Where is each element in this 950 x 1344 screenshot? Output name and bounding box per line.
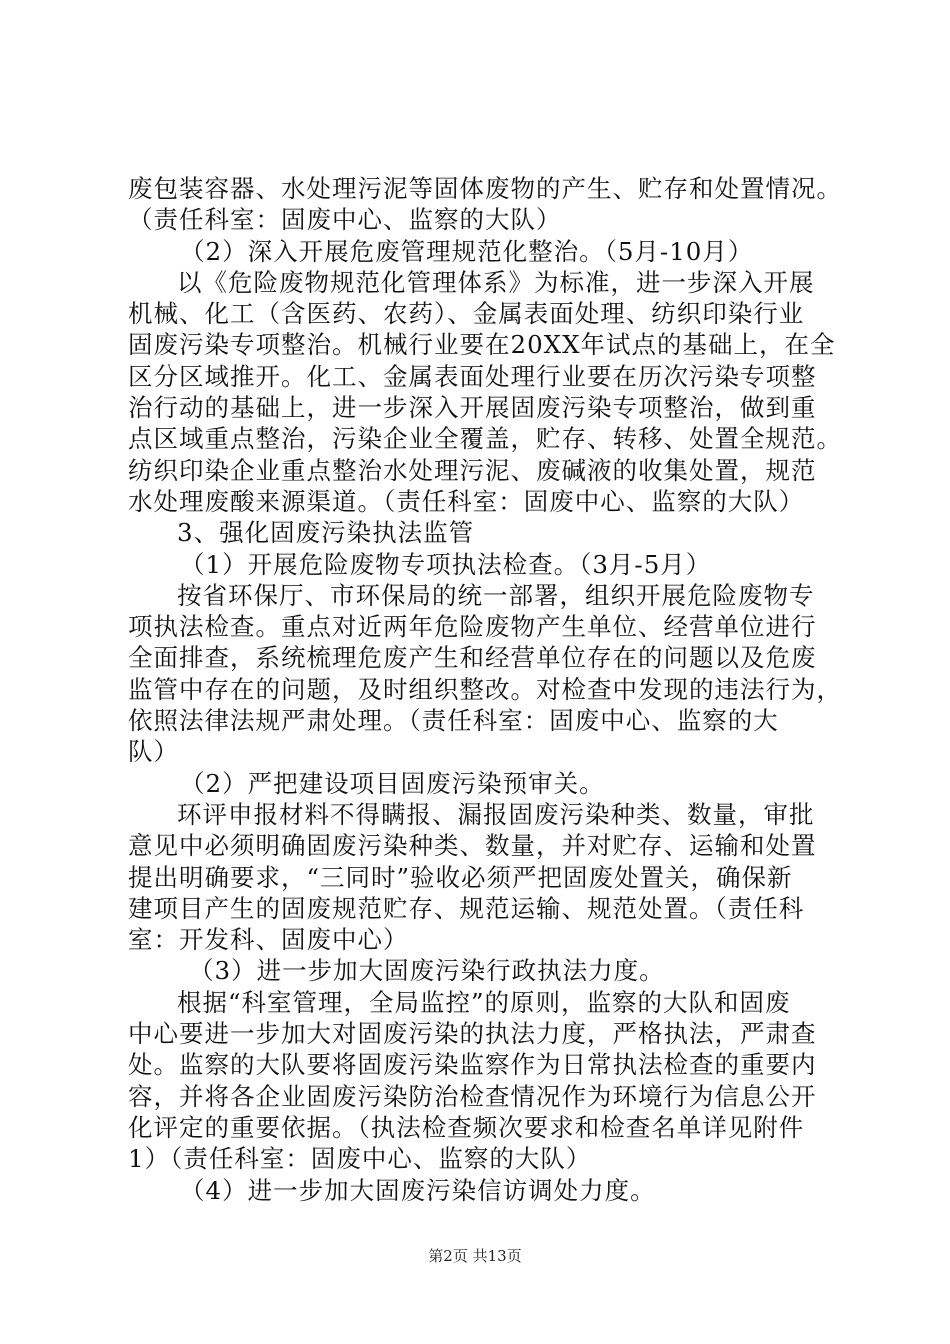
text-line: 队）: [128, 737, 179, 767]
text-line: 项执法检查。重点对近两年危险废物产生单位、经营单位进行: [128, 612, 817, 642]
subheading-line: （2）深入开展危废管理规范化整治。（5月-10月）: [180, 236, 754, 266]
subheading-line: （3）进一步加大固废污染行政执法力度。: [189, 956, 665, 986]
text-line: 全面排查，系统梳理危废产生和经营单位存在的问题以及危废: [128, 643, 817, 673]
text-line: 监管中存在的问题，及时组织整改。对检查中发现的违法行为，: [128, 674, 842, 704]
text-line: 区分区域推开。化工、金属表面处理行业要在历次污染专项整: [128, 361, 817, 391]
text-line: 按省环保厅、市环保局的统一部署，组织开展危险废物专: [177, 580, 815, 610]
text-line: 提出明确要求，“三同时”验收必须严把固废处置关，确保新: [128, 862, 793, 892]
text-line: 纺织印染企业重点整治水处理污泥、废碱液的收集处置，规范: [128, 455, 817, 485]
text-line: 点区域重点整治，污染企业全覆盖，贮存、转移、处置全规范。: [128, 424, 842, 454]
text-line: 意见中必须明确固废污染种类、数量，并对贮存、运输和处置: [128, 831, 817, 861]
text-line: 以《危险废物规范化管理体系》为标准，进一步深入开展: [177, 267, 815, 297]
document-body: [128, 173, 842, 1206]
text-line: 根据“科室管理，全局监控”的原则，监察的大队和固废: [177, 987, 791, 1017]
text-line: 建项目产生的固废规范贮存、规范运输、规范处置。（责任科: [128, 893, 805, 923]
text-line: 1）（责任科室：固废中心、监察的大队）: [128, 1144, 592, 1174]
text-line: （责任科室：固废中心、监察的大队）: [128, 205, 562, 235]
text-line: 固废污染专项整治。机械行业要在20XX年试点的基础上，在全: [128, 330, 836, 360]
text-line: 水处理废酸来源渠道。（责任科室：固废中心、监察的大队）: [128, 486, 805, 516]
section-heading: 3、强化固废污染执法监管: [177, 518, 475, 548]
text-line: 废包装容器、水处理污泥等固体废物的产生、贮存和处置情况。: [128, 174, 842, 203]
page-number-footer: 第2页 共13页: [428, 1247, 522, 1265]
text-line: 机械、化工（含医药、农药）、金属表面处理、纺织印染行业: [128, 299, 805, 329]
text-line: 依照法律法规严肃处理。（责任科室：固废中心、监察的大: [128, 706, 779, 736]
subheading-line: （2）严把建设项目固废污染预审关。: [180, 768, 605, 798]
text-line: 处。监察的大队要将固废污染监察作为日常执法检查的重要内: [128, 1050, 817, 1080]
text-line: 室：开发科、固废中心）: [128, 925, 409, 955]
text-line: 治行动的基础上，进一步深入开展固废污染专项整治，做到重: [128, 393, 817, 423]
subheading-line: （4）进一步加大固废污染信访调处力度。: [180, 1175, 656, 1205]
text-line: 环评申报材料不得瞒报、漏报固废污染种类、数量，审批: [177, 799, 815, 829]
subheading-line: （1）开展危险废物专项执法检查。（3月-5月）: [180, 549, 712, 579]
text-line: 容，并将各企业固废污染防治检查情况作为环境行为信息公开: [128, 1081, 817, 1111]
text-line: 化评定的重要依据。（执法检查频次要求和检查名单详见附件: [128, 1112, 805, 1142]
text-line: 中心要进一步加大对固废污染的执法力度，严格执法，严肃查: [128, 1019, 817, 1049]
